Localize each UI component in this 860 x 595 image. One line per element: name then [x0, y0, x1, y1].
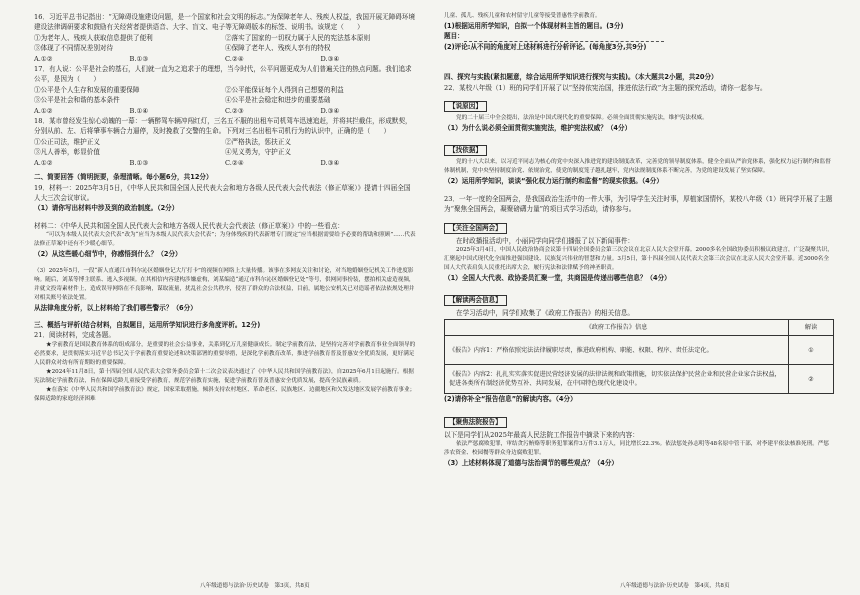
section-3-heading: 三、概括与评析(结合材料，自拟题目，运用所学知识进行多角度评析。12分) [34, 320, 261, 329]
right-page [430, 0, 860, 595]
q17-choices [34, 106, 416, 116]
section-4-heading: 四、探究与实践(紧扣题意，综合运用所学知识进行探究与实践)。（本大题共2小题，共20分） [444, 73, 718, 82]
q16-option-3: ③体现了不同情况差别对待 [34, 44, 114, 53]
tag-focus-two-sessions: 【关注全国两会】 [444, 223, 507, 234]
q18-options [34, 137, 416, 158]
q23-table-intro: 在学习活动中，同学们收集了《政府工作报告》的相关信息。 [456, 309, 635, 318]
left-page-footer: 八年级道德与法治·历史试卷 第3页，共8页 [200, 583, 310, 589]
q21-bullet-3: ★在落实《中华人民共和国学前教育法》规定，国家采取措施，倾斜支持农村地区、革命老区、民族地区、边疆地区和欠发达地区发展学前教育事业；保障适龄的家庭经济困难 [34, 386, 416, 402]
title-label: 题目： [444, 32, 464, 41]
report-info-table [444, 319, 834, 394]
q21-bullet-1: ★学前教育是国民教育体系的组成部分，是重要的社会公益事业，关系到亿万儿童健康成长。制定学前教育法，是坚持完善对学前教育事业全面领导的必然要求，是贯彻落实习近平总书记关于学前教育重要论述和决策部署的重要举措，是深化学前教育改革，推进学前教育普及普惠安全优质发展，更好满足人民群众对幼有所育期盼的重要保障。 [34, 341, 416, 366]
table-row-2-content: 《报告》内容2：扎扎实实落实促进民营经济发展的法律法规和政策措施，切实依法保护民营企业和民营企业家合法权益，促进各类所有制经济优势互补、共同发展，在中国特色现代化建设中。 [445, 365, 789, 394]
q19-part-3-material: （3）2025年5月，一段“新人直通江市科尔沁区婚姻登记大厅打卡”的视频在网络上大量传播。该事在多网友关注和讨论，对当地婚姻登记机关工作进度影响。随后，刘某等博主联系、逃入多视频。在其相信内容建构涉嫌虚构，刘某编造“通辽市科尔沁区婚姻登记处”等号，供网同事扮装，摆拍相关虚造视频，并就文投寄素材件上，造成误导网络在不良影响，谋取流量，扰乱社会公共秩序，侵害了群众的合法权益，目前，属地公安机关已对造谣者依法依规处理并对相关账号依法处置。 [34, 267, 415, 301]
q23-intro: 在时政播报活动中，小丽同学向同学们播报了以下新闻事件： [456, 236, 635, 245]
q23-news: 2025年3月4日，中国人民政治协商会议第十四届全国委员会第三次会议在北京人民大会堂开幕。2000多名全国政协委员积极议政建言，广泛凝聚共识，汇聚起中国式现代化全面推进强国建设、民族复兴伟业的智慧和力量。3月5日，第十四届全国人民代表大会第三次会议在北京人民大会堂开幕。近3000名全国人大代表肩负人民重托出席大会，履行宪法和法律赋予的神圣职责。 [444, 247, 833, 272]
q21-part-1: (1)根据运用所学知识，自拟一个体现材料主旨的题目。(3分) [444, 22, 624, 30]
right-page-footer: 八年级道德与法治·历史试卷 第4页，共8页 [620, 583, 730, 589]
q21-bullet-3-continued: 儿童、孤儿、残疾儿童和农村留守儿童等接受普惠性学前教育。 [444, 13, 601, 19]
q16-option-2: ②落实了国家的一切权力属于人民的宪法基本原则 [225, 33, 371, 42]
tag-interpret-info: 【解读两会信息】 [444, 295, 507, 306]
q23-part-3: （3）上述材料体现了道德与法治调节的哪些观点？（4分） [444, 459, 619, 468]
tag-court-report: 【聚焦法院报告】 [444, 417, 507, 428]
q17-choice-d: D.③④ [320, 106, 340, 115]
q16-choice-a: A.①② [34, 54, 53, 63]
q18-choice-d: D.③④ [320, 158, 340, 167]
q16-option-4: ④保障了老年人、残疾人享有的特权 [225, 44, 331, 53]
q16-choice-c: C.②④ [225, 54, 244, 63]
q18-stem: 18．某市曾经发生惊心动魄的一幕：一辆醉驾车辆冲闯红灯，三名五不服的出租车司机驾车迅速追赶，并将其拦截住，形成默契，分别从前、左、后将肇事车辆合力逼停，及时挽救了交警的生命。下列对三名出租车司机行为的认识中，正确的是（ ） [34, 117, 412, 136]
table-row-2-answer[interactable]: ② [789, 365, 834, 394]
q23-stem: 23．一年一度的全国两会，是我国政治生活中的一件大事，为引导学生关注时事，厚植家国情怀，某校八年级（1）班同学开展了主题为“聚焦全国两会，凝聚磅礴力量”的项目式学习活动，请你参与。 [444, 194, 833, 214]
q23-part-1: （1）全国人大代表、政协委员汇聚一堂，共商国是传递出哪些信息？（4分） [444, 274, 671, 283]
q23-court-intro: 以下是同学们从2025年最高人民法院工作报告中摘录下来的内容： [444, 430, 639, 439]
q19-part-2: （2）从这些暖心细节中，你感悟到什么？（2分） [34, 250, 182, 259]
table-header-row [445, 319, 834, 335]
q22-stem: 22．某校八年级（1）班的同学们开展了以“坚持依宪治国，推进依法行政”为主题的探究活动，请你一起参与。 [444, 83, 767, 92]
q18-option-3: ③凡人善举，彰显价值 [34, 148, 100, 157]
table-header-info: 《政府工作报告》信息 [445, 319, 789, 335]
section-2-heading: 二、简要回答（简明扼要，条理清晰。每小题6分，共12分） [34, 173, 213, 182]
table-row-1-answer[interactable]: ① [789, 336, 834, 365]
q17-choice-a: A.①② [34, 106, 53, 115]
q16-options [34, 33, 416, 54]
q17-option-2: ②公平能保证每个人得到自己想要的利益 [225, 85, 344, 94]
q23-part-2: (2)请你补全“报告信息”的解读内容。（4分） [444, 395, 577, 404]
q21-title-line [444, 31, 834, 41]
q21-stem: 21．阅读材料，完成各题。 [34, 331, 115, 340]
q17-option-3: ③公平是社会和谐的基本条件 [34, 96, 120, 105]
q18-option-1: ①公正司法，维护正义 [34, 137, 100, 146]
q22-material-1: 党的二十届三中全会提出，法治是中国式现代化的重要保障。必须全面贯彻实施宪法，维护宪法权威。 [456, 115, 708, 122]
q16-stem: 16．习近平总书记指出：“无障碍设施建设问题，是一个国家和社会文明的标志。”为保障老年人、残疾人权益，我国开展无障碍环境建设法律调研要求和鼓励有关经营者提供语音、大字、盲文、电子等无障碍版本的标签、说明书。该规定（ ） [34, 13, 416, 32]
q19-material-2-quote: “可以为本级人民代表大会代表”改为“应当为本级人民代表大会代表”；为身体残疾的代表新增专门规定“应当根据需要给予必要的帮助和照顾”……代表法修正草案中还有不少暖心细节。 [34, 232, 416, 248]
table-row [445, 365, 834, 394]
q16-choice-d: D.③④ [320, 54, 340, 63]
table-header-interpret: 解读 [789, 319, 834, 335]
q17-options [34, 85, 416, 106]
q21-bullet-2: ★2024年11月8日，第十四届全国人民代表大会常务委员会第十二次会议表决通过了《中华人民共和国学前教育法》，自2025年6月1日起施行。根据宪法制定学前教育法，旨在保障适龄儿童接受学前教育，规范学前教育实施，促进学前教育普及普惠安全优质发展，提高全民族素质。 [34, 368, 414, 384]
tag-explain-reason: 【说原因】 [444, 101, 487, 112]
q18-option-4: ④见义勇为，守护正义 [225, 148, 291, 157]
tag-find-basis: 【找依据】 [444, 145, 487, 156]
q19-material-1: 19．材料一：2025年3月5日，《中华人民共和国全国人民代表大会和地方各级人民代表大会代表法（修正草案）》提请十四届全国人大三次会议审议。 [34, 183, 411, 202]
q21-part-2: (2)评论:从不同的角度对上述材料进行分析评论。(每角度3分,共9分) [444, 42, 647, 51]
q17-stem: 17．有人说：公平是社会的基石，人们就一直为之追求于的理想，当今时代，公平问题更成为人们普遍关注的热点问题。我们追求公平，是因为（ ） [34, 65, 412, 84]
q16-choice-b: B.①③ [129, 54, 149, 63]
q19-part-1: （1）请你写出材料中涉及到的政治制度。（2分） [34, 204, 179, 213]
q19-material-2: 材料二：《中华人民共和国全国人民代表大会和地方各级人民代表大会代表法（修正草案）》中的一些看点： [34, 221, 344, 230]
q16-option-1: ①为老年人、残疾人获取信息提供了便利 [34, 33, 153, 42]
q16-choices [34, 54, 416, 64]
table-row [445, 336, 834, 365]
q22-part-1: （1）为什么说必须全面贯彻实施宪法，维护宪法权威？（4分） [444, 124, 632, 133]
q22-material-2: 党的十八大以来，以习近平同志为核心的党中央深入推进党的建设制度改革，完善党的领导制度体系，健全全面从严治党体系，强化权力运行制约和监督体制机制，党中央坚持制度治党、依规治党，使党的制度笼子越扎越牢，党内法规制度体系不断完善，为党的建设发展了坚实保障。 [444, 159, 831, 175]
q18-choices [34, 158, 416, 168]
q17-choice-c: C.②③ [225, 106, 244, 115]
title-answer-line[interactable] [464, 34, 664, 42]
table-row-1-content: 《报告》内容1：严格依照宪法法律履职尽责，推进政府机构、职能、权限、程序、责任法定化。 [445, 336, 789, 365]
q18-option-2: ②严格执法，惩扶正义 [225, 137, 291, 146]
q17-option-1: ①公平是个人生存和发展的重要保障 [34, 85, 140, 94]
q19-part-3: 从法律角度分析，以上材料给了我们哪些警示？（6分） [34, 303, 197, 312]
q18-choice-c: C.②④ [225, 158, 244, 167]
q18-choice-b: B.①③ [129, 158, 149, 167]
q18-choice-a: A.①② [34, 158, 53, 167]
q22-part-2: （2）运用所学知识，谈谈“强化权力运行制约和监督”的现实依据。（4分） [444, 177, 663, 186]
q17-option-4: ④公平是社会稳定和进步的重要基础 [225, 96, 331, 105]
q17-choice-b: B.①④ [129, 106, 149, 115]
q23-court-content: 依法严惩腐败犯罪，审结贪污贿赂等职务犯罪案件3万件3.1万人，同比增长22.3%。依法惩处孙志明等48名原中管干部，对李建平依法核准死刑。严惩涉农资金、校园餐等群众身边腐败犯罪。 [444, 441, 829, 457]
